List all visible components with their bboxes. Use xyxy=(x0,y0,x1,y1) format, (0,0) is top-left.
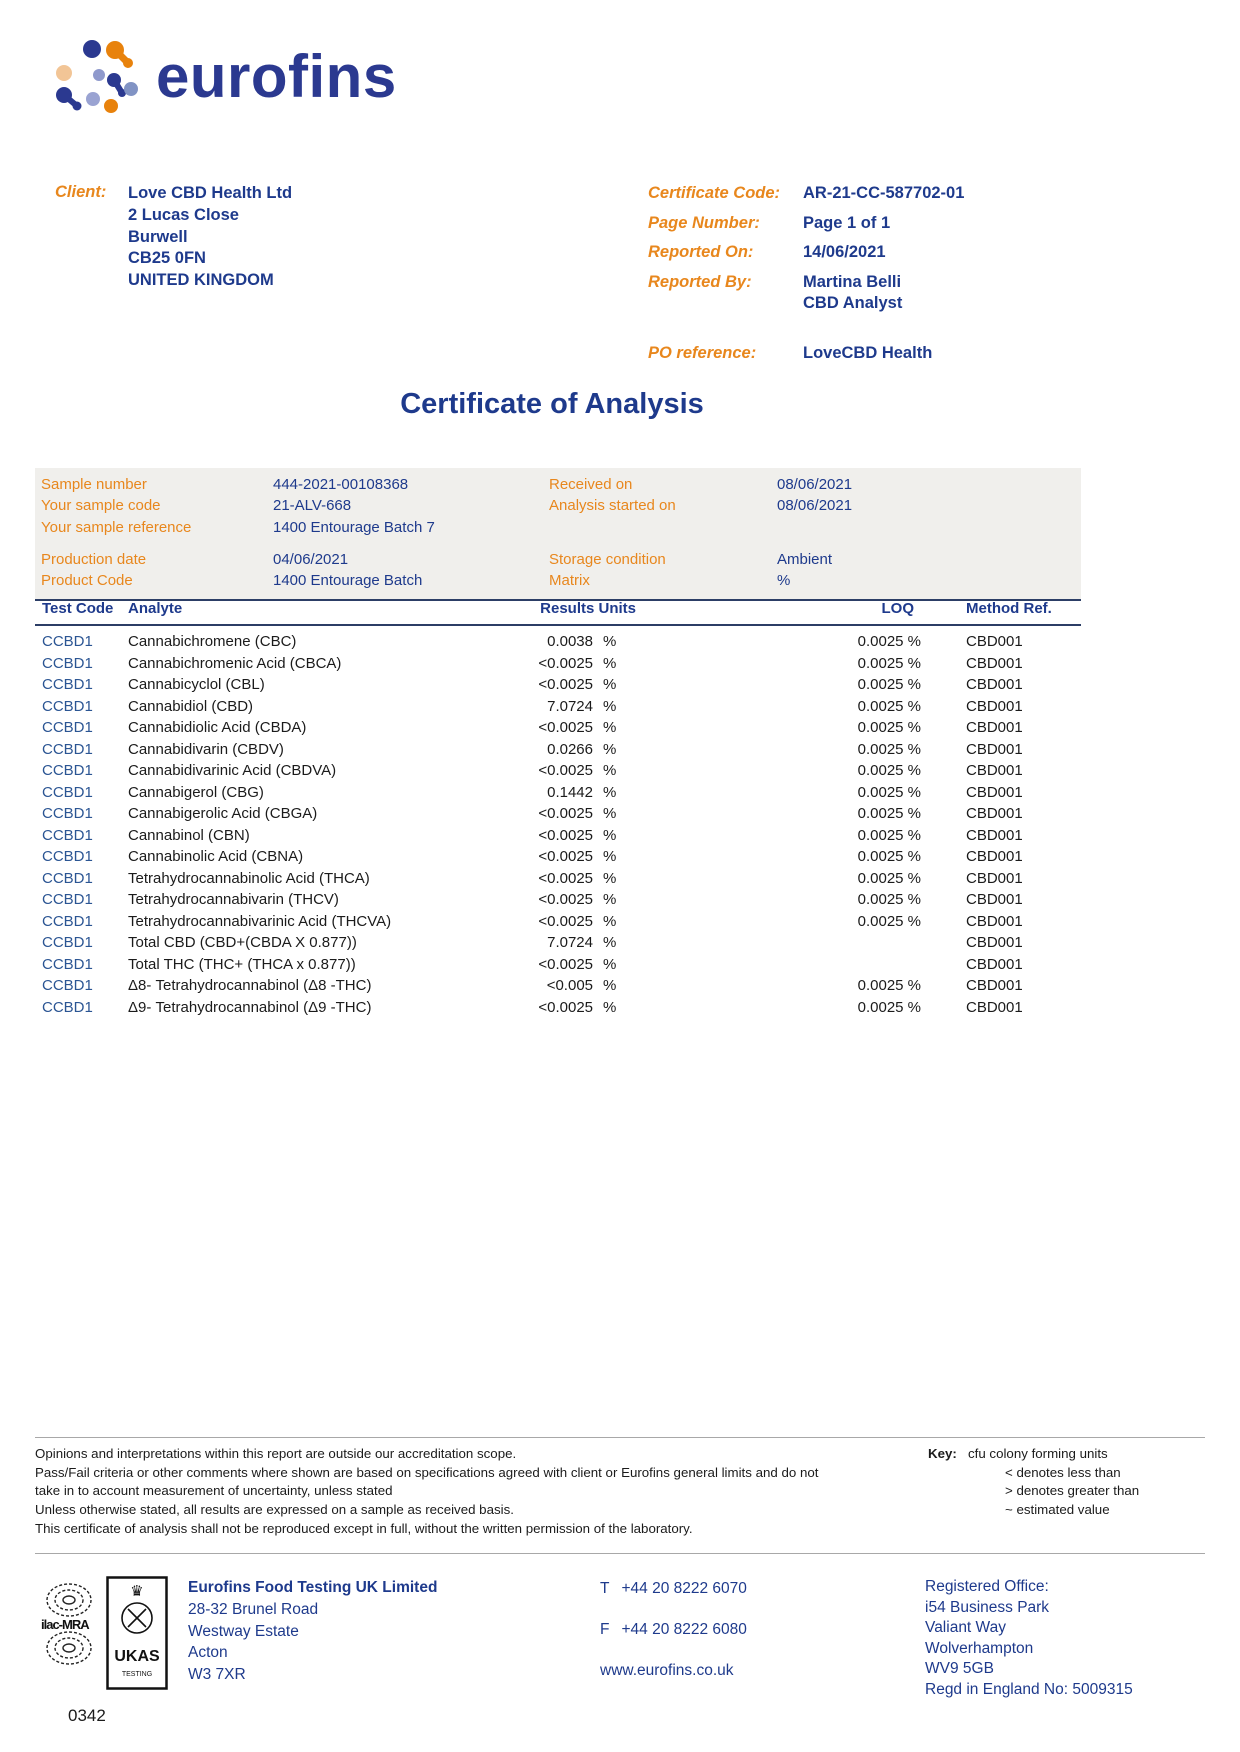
cell-result: <0.005 xyxy=(546,977,593,995)
cell-test-code: CCBD1 xyxy=(42,762,93,780)
cell-result: 0.0038 xyxy=(547,633,593,651)
cell-method: CBD001 xyxy=(966,740,1023,758)
client-address-line: UNITED KINGDOM xyxy=(128,271,274,290)
accreditation-number: 0342 xyxy=(68,1706,106,1725)
key-item: ~ estimated value xyxy=(1005,1502,1110,1518)
cell-analyte: Total CBD (CBD+(CBDA X 0.877)) xyxy=(128,934,357,952)
cell-units: % xyxy=(603,697,617,715)
key-item: > denotes greater than xyxy=(1005,1483,1140,1499)
production-date-value: 04/06/2021 xyxy=(273,551,349,568)
cell-method: CBD001 xyxy=(966,676,1023,694)
footer-company-name: Eurofins Food Testing UK Limited xyxy=(188,1579,438,1596)
cell-method: CBD001 xyxy=(966,783,1023,801)
fax-line xyxy=(600,1621,747,1639)
website-line xyxy=(600,1662,747,1680)
table-row xyxy=(35,975,1081,997)
table-row xyxy=(35,717,1081,739)
footer-address-line: Westway Estate xyxy=(188,1622,299,1640)
cell-analyte: Cannabigerolic Acid (CBGA) xyxy=(128,805,318,823)
cell-loq: 0.0025 % xyxy=(857,869,922,887)
cell-loq: 0.0025 % xyxy=(857,891,922,909)
cell-test-code: CCBD1 xyxy=(42,633,93,651)
disclaimer-line: Pass/Fail criteria or other comments where shown are based on specifications agreed with client or Eurofins general limits and do not xyxy=(35,1464,819,1480)
cell-test-code: CCBD1 xyxy=(42,955,93,973)
matrix-label: Matrix xyxy=(549,572,590,590)
cell-result: <0.0025 xyxy=(538,891,593,909)
cell-units: % xyxy=(603,654,617,672)
client-block xyxy=(55,183,292,292)
disclaimer xyxy=(35,1445,818,1539)
cell-analyte: Cannabigerol (CBG) xyxy=(128,783,264,801)
sample-info-block xyxy=(35,468,1081,546)
disclaimer-line: Unless otherwise stated, all results are expressed on a sample as received basis. xyxy=(35,1502,514,1518)
sample-reference-value: 1400 Entourage Batch 7 xyxy=(273,518,435,536)
cell-result: <0.0025 xyxy=(538,912,593,930)
cell-method: CBD001 xyxy=(966,848,1023,866)
cell-analyte: Cannabinol (CBN) xyxy=(128,826,250,844)
eurofins-logo-icon xyxy=(52,36,144,114)
cell-analyte: Tetrahydrocannabivarin (THCV) xyxy=(128,891,339,909)
client-label: Client: xyxy=(55,183,107,201)
table-row xyxy=(35,739,1081,761)
cell-analyte: Δ9- Tetrahydrocannabinol (Δ9 -THC) xyxy=(128,998,372,1016)
cell-test-code: CCBD1 xyxy=(42,697,93,715)
cell-test-code: CCBD1 xyxy=(42,826,93,844)
cell-units: % xyxy=(603,912,617,930)
cell-units: % xyxy=(603,676,617,694)
fax-label: F xyxy=(600,1621,610,1638)
eurofins-logo-text: eurofins xyxy=(156,43,397,110)
cell-loq: 0.0025 % xyxy=(857,977,922,995)
page-number-label: Page Number: xyxy=(648,213,760,232)
footer-contact xyxy=(600,1580,747,1703)
cell-analyte: Cannabidivarin (CBDV) xyxy=(128,740,284,758)
cell-test-code: CCBD1 xyxy=(42,848,93,866)
table-row xyxy=(35,997,1081,1019)
ilac-mra-text: ilac-MRA xyxy=(41,1617,89,1632)
key-item: < denotes less than xyxy=(1005,1464,1121,1480)
cell-test-code: CCBD1 xyxy=(42,740,93,758)
registered-line: WV9 5GB xyxy=(925,1660,994,1678)
sample-number-label: Sample number xyxy=(41,476,147,493)
results-header-row xyxy=(35,596,1081,625)
cell-analyte: Cannabidiol (CBD) xyxy=(128,697,254,715)
table-row xyxy=(35,825,1081,847)
cell-test-code: CCBD1 xyxy=(42,805,93,823)
storage-condition-label: Storage condition xyxy=(549,551,666,568)
cell-result: <0.0025 xyxy=(538,826,593,844)
cell-method: CBD001 xyxy=(966,955,1023,973)
cell-loq: 0.0025 % xyxy=(857,697,922,715)
product-code-value: 1400 Entourage Batch xyxy=(273,572,423,590)
sample-reference-label: Your sample reference xyxy=(41,518,192,536)
reported-on-label: Reported On: xyxy=(648,243,754,261)
cell-loq xyxy=(650,954,924,976)
cell-analyte: Cannabichromene (CBC) xyxy=(128,633,297,651)
cell-result: <0.0025 xyxy=(538,869,593,887)
key-items xyxy=(1005,1464,1139,1520)
reported-by-role: CBD Analyst xyxy=(803,293,903,312)
cell-test-code: CCBD1 xyxy=(42,869,93,887)
table-row xyxy=(35,696,1081,718)
cell-analyte: Tetrahydrocannabinolic Acid (THCA) xyxy=(128,869,370,887)
cell-result: 0.0266 xyxy=(547,740,593,758)
cell-units: % xyxy=(603,869,617,887)
table-row xyxy=(35,868,1081,890)
info-row xyxy=(35,570,1081,591)
client-address-line: CB25 0FN xyxy=(128,249,206,268)
cell-result: 7.0724 xyxy=(547,934,593,952)
registered-line: Regd in England No: 5009315 xyxy=(925,1680,1133,1698)
cell-test-code: CCBD1 xyxy=(42,998,93,1016)
info-row xyxy=(35,474,1081,495)
info-row xyxy=(35,549,1081,570)
storage-condition-value: Ambient xyxy=(777,551,833,568)
cell-loq: 0.0025 % xyxy=(857,912,922,930)
cell-test-code: CCBD1 xyxy=(42,654,93,672)
cell-result: <0.0025 xyxy=(538,998,593,1016)
table-row xyxy=(35,625,1081,653)
table-row xyxy=(35,803,1081,825)
cell-units: % xyxy=(603,826,617,844)
sample-number-value: 444-2021-00108368 xyxy=(273,476,409,493)
info-row xyxy=(35,495,1081,516)
cell-loq: 0.0025 % xyxy=(857,676,922,694)
cell-loq: 0.0025 % xyxy=(857,740,922,758)
ilac-mra-logo xyxy=(40,1580,98,1673)
cell-loq: 0.0025 % xyxy=(857,633,922,651)
cell-method: CBD001 xyxy=(966,654,1023,672)
sample-code-label: Your sample code xyxy=(41,497,161,515)
matrix-value: % xyxy=(777,572,791,590)
table-row xyxy=(35,760,1081,782)
key-label: Key: xyxy=(928,1446,957,1461)
header-loq: LOQ xyxy=(650,596,924,625)
phone-number: +44 20 8222 6070 xyxy=(621,1580,747,1597)
cell-analyte: Total THC (THC+ (THCA x 0.877)) xyxy=(128,955,356,973)
divider xyxy=(35,1437,1205,1438)
cell-units: % xyxy=(603,998,617,1016)
client-address-line: Burwell xyxy=(128,227,188,246)
disclaimer-line: Opinions and interpretations within this report are outside our accreditation scope. xyxy=(35,1446,517,1461)
table-row xyxy=(35,889,1081,911)
cell-units: % xyxy=(603,719,617,737)
cell-method: CBD001 xyxy=(966,762,1023,780)
header-method-ref: Method Ref. xyxy=(924,596,1081,625)
divider xyxy=(35,1553,1205,1554)
cell-method: CBD001 xyxy=(966,869,1023,887)
website-url: www.eurofins.co.uk xyxy=(600,1662,734,1679)
cell-units: % xyxy=(603,955,617,973)
cell-method: CBD001 xyxy=(966,891,1023,909)
client-name: Love CBD Health Ltd xyxy=(128,184,293,202)
key-cfu: cfu colony forming units xyxy=(968,1446,1108,1461)
cell-units: % xyxy=(603,633,617,651)
cell-test-code: CCBD1 xyxy=(42,934,93,952)
cell-result: <0.0025 xyxy=(538,762,593,780)
analysis-started-value: 08/06/2021 xyxy=(777,497,853,515)
cell-units: % xyxy=(603,762,617,780)
client-address-line: 2 Lucas Close xyxy=(128,205,239,224)
phone-line xyxy=(600,1580,747,1598)
table-row xyxy=(35,911,1081,933)
cell-method: CBD001 xyxy=(966,697,1023,715)
registered-line: Valiant Way xyxy=(925,1619,1006,1637)
cell-method: CBD001 xyxy=(966,998,1023,1016)
meta-row xyxy=(648,183,964,204)
cell-units: % xyxy=(603,891,617,909)
meta-row xyxy=(648,272,964,314)
info-row xyxy=(35,517,1081,538)
cell-loq xyxy=(650,932,924,954)
sample-code-value: 21-ALV-668 xyxy=(273,497,352,515)
certificate-meta xyxy=(648,183,964,372)
cell-result: 0.1442 xyxy=(547,783,593,801)
reported-by-label: Reported By: xyxy=(648,272,752,291)
meta-row xyxy=(648,242,964,263)
client-address xyxy=(128,183,292,292)
reported-by-value xyxy=(803,272,902,314)
ukas-icon xyxy=(106,1576,168,1690)
fax-number: +44 20 8222 6080 xyxy=(621,1621,747,1638)
table-row xyxy=(35,846,1081,868)
cell-result: 7.0724 xyxy=(547,697,593,715)
production-date-label: Production date xyxy=(41,551,147,568)
disclaimer-line: This certificate of analysis shall not be reproduced except in full, without the written permission of the laboratory. xyxy=(35,1520,693,1536)
footer-address-line: Acton xyxy=(188,1644,228,1662)
cell-units: % xyxy=(603,805,617,823)
cell-method: CBD001 xyxy=(966,805,1023,823)
footer-company xyxy=(188,1577,437,1686)
cell-method: CBD001 xyxy=(966,977,1023,995)
cell-method: CBD001 xyxy=(966,912,1023,930)
header-results-units: Results Units xyxy=(503,596,650,625)
table-row xyxy=(35,653,1081,675)
results-table-body xyxy=(35,625,1081,1018)
registered-line: i54 Business Park xyxy=(925,1598,1050,1616)
cell-units: % xyxy=(603,934,617,952)
cell-method: CBD001 xyxy=(966,934,1023,952)
cell-loq: 0.0025 % xyxy=(857,654,922,672)
reported-by-name: Martina Belli xyxy=(803,272,902,291)
header-analyte: Analyte xyxy=(128,596,503,625)
table-row xyxy=(35,782,1081,804)
registered-line: Wolverhampton xyxy=(925,1639,1034,1657)
certificate-code-label: Certificate Code: xyxy=(648,184,781,202)
received-on-value: 08/06/2021 xyxy=(777,476,853,493)
product-info-block xyxy=(35,543,1081,601)
svg-text:♛: ♛ xyxy=(130,1582,144,1600)
eurofins-logo xyxy=(52,36,397,114)
cell-test-code: CCBD1 xyxy=(42,891,93,909)
results-table xyxy=(35,596,1081,1018)
cell-test-code: CCBD1 xyxy=(42,676,93,694)
certificate-code-value: AR-21-CC-587702-01 xyxy=(803,184,965,202)
cell-result: <0.0025 xyxy=(538,955,593,973)
table-row xyxy=(35,954,1081,976)
cell-result: <0.0025 xyxy=(538,848,593,866)
cell-loq: 0.0025 % xyxy=(857,805,922,823)
po-reference-value: LoveCBD Health xyxy=(803,343,933,362)
cell-result: <0.0025 xyxy=(538,676,593,694)
cell-result: <0.0025 xyxy=(538,719,593,737)
cell-analyte: Cannabichromenic Acid (CBCA) xyxy=(128,654,342,672)
cell-loq: 0.0025 % xyxy=(857,848,922,866)
cell-loq: 0.0025 % xyxy=(857,762,922,780)
table-row xyxy=(35,674,1081,696)
cell-analyte: Δ8- Tetrahydrocannabinol (Δ8 -THC) xyxy=(128,977,372,995)
cell-units: % xyxy=(603,740,617,758)
cell-units: % xyxy=(603,848,617,866)
page-number-value: Page 1 of 1 xyxy=(803,213,891,232)
received-on-label: Received on xyxy=(549,476,633,493)
cell-analyte: Cannabicyclol (CBL) xyxy=(128,676,265,694)
cell-method: CBD001 xyxy=(966,826,1023,844)
header-test-code: Test Code xyxy=(35,596,128,625)
disclaimer-line: take in to account measurement of uncertainty, unless stated xyxy=(35,1483,393,1499)
po-reference-label: PO reference: xyxy=(648,343,757,362)
table-row xyxy=(35,932,1081,954)
ukas-logo xyxy=(106,1576,168,1695)
cell-analyte: Cannabinolic Acid (CBNA) xyxy=(128,848,304,866)
footer-registered xyxy=(925,1577,1133,1701)
cell-units: % xyxy=(603,783,617,801)
cell-test-code: CCBD1 xyxy=(42,783,93,801)
cell-method: CBD001 xyxy=(966,719,1023,737)
ilac-mra-icon xyxy=(40,1580,98,1668)
reported-on-value: 14/06/2021 xyxy=(803,243,886,261)
cell-result: <0.0025 xyxy=(538,805,593,823)
footer-address-line: W3 7XR xyxy=(188,1666,246,1684)
product-code-label: Product Code xyxy=(41,572,133,590)
ukas-text: UKAS xyxy=(114,1648,160,1665)
cell-loq: 0.0025 % xyxy=(857,998,922,1016)
cell-analyte: Cannabidivarinic Acid (CBDVA) xyxy=(128,762,337,780)
analysis-started-label: Analysis started on xyxy=(549,497,676,515)
ukas-sub-text: TESTING xyxy=(121,1671,153,1678)
cell-loq: 0.0025 % xyxy=(857,719,922,737)
footer-address-line: 28-32 Brunel Road xyxy=(188,1600,319,1618)
cell-method: CBD001 xyxy=(966,633,1023,651)
cell-loq: 0.0025 % xyxy=(857,826,922,844)
page-title: Certificate of Analysis xyxy=(400,388,704,420)
cell-test-code: CCBD1 xyxy=(42,912,93,930)
cell-analyte: Tetrahydrocannabivarinic Acid (THCVA) xyxy=(128,912,392,930)
key-legend xyxy=(928,1445,1139,1520)
cell-analyte: Cannabidiolic Acid (CBDA) xyxy=(128,719,307,737)
key-line xyxy=(928,1445,1139,1464)
phone-label: T xyxy=(600,1580,610,1597)
cell-test-code: CCBD1 xyxy=(42,719,93,737)
cell-units: % xyxy=(603,977,617,995)
cell-result: <0.0025 xyxy=(538,654,593,672)
cell-loq: 0.0025 % xyxy=(857,783,922,801)
meta-row xyxy=(648,343,964,364)
registered-line: Registered Office: xyxy=(925,1578,1049,1595)
cell-test-code: CCBD1 xyxy=(42,977,93,995)
meta-row xyxy=(648,213,964,234)
